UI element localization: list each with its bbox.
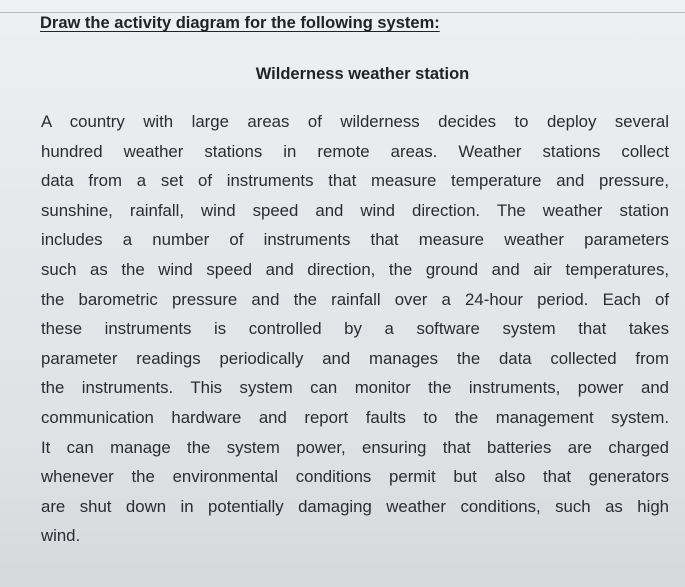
text-line: parameter readings periodically and manages the data collected from [41,348,669,368]
top-rule [0,12,685,13]
text-line: sunshine, rainfall, wind speed and wind direction. The weather station [41,200,669,220]
text-line: the barometric pressure and the rainfall over a 24-hour period. Each of [41,289,669,309]
text-line: such as the wind speed and direction, the ground and air temperatures, [41,259,669,279]
system-title: Wilderness weather station [255,65,470,83]
text-line: whenever the environmental conditions permit but also that generators [41,467,669,487]
assignment-heading: Draw the activity diagram for the following system: [40,14,440,32]
text-line: hundred weather stations in remote areas. Weather stations collect [41,141,669,161]
text-line: It can manage the system power, ensuring that batteries are charged [41,437,669,457]
system-description [41,107,669,551]
text-line: are shut down in potentially damaging weather conditions, such as high [41,496,669,516]
text-line: communication hardware and report faults to the management system. [41,407,669,427]
text-line-last: wind. [41,526,81,546]
text-line: the instruments. This system can monitor the instruments, power and [41,378,669,398]
text-line: these instruments is controlled by a software system that takes [41,319,669,339]
text-line: A country with large areas of wilderness decides to deploy several [41,112,669,131]
text-line: data from a set of instruments that measure temperature and pressure, [41,171,669,191]
text-line: includes a number of instruments that measure weather parameters [41,230,669,250]
